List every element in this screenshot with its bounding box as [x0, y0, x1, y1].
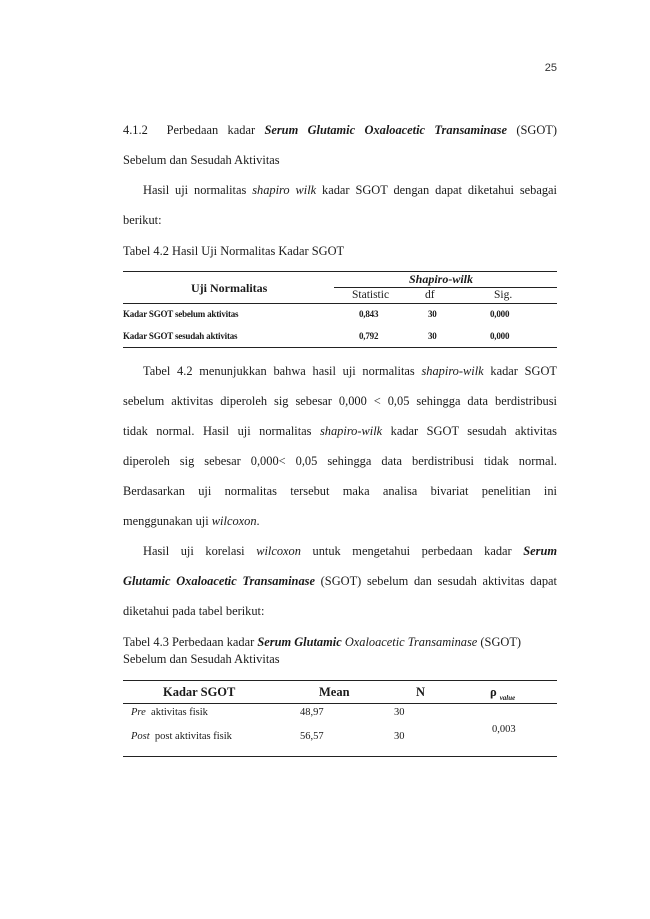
- table2-row1-n: 30: [394, 707, 405, 718]
- section-title-italic: Serum Glutamic Oxaloacetic Transaminase: [264, 123, 507, 137]
- paragraph-2-line4: diperoleh sig sebesar 0,000< 0,05 sehingga data berdistribusi tidak normal.: [123, 454, 557, 468]
- table2-header-kadar: Kadar SGOT: [163, 685, 236, 699]
- table1-row1-label: Kadar SGOT sebelum aktivitas: [123, 309, 239, 319]
- p1-text-pre: Hasil uji normalitas: [143, 183, 247, 197]
- p2-l3-italic: shapiro-wilk: [319, 424, 383, 438]
- table2-header-rule: [123, 703, 557, 704]
- section-title-suffix: (SGOT): [516, 123, 557, 137]
- table1-sub-df: df: [425, 289, 435, 301]
- p3-l2-post: (SGOT) sebelum dan sesudah aktivitas dapat: [320, 574, 557, 588]
- t2-caption-italic-bold: Serum Glutamic: [257, 635, 342, 649]
- p1-text-post: kadar SGOT dengan dapat diketahui sebagai: [322, 183, 557, 197]
- paragraph-2-line5: Berdasarkan uji normalitas tersebut maka analisa bivariat penelitian ini: [123, 484, 557, 498]
- table1-group-rule: [334, 287, 557, 288]
- table2-header-mean: Mean: [319, 685, 350, 699]
- table1-row2-statistic: 0,792: [359, 331, 379, 341]
- table1-row1-sig: 0,000: [490, 309, 510, 319]
- p3-l1-italic2: Serum: [523, 544, 557, 558]
- table1-row2-sig: 0,000: [490, 331, 510, 341]
- paragraph-1: [123, 182, 557, 199]
- section-number: 4.1.2: [123, 123, 148, 137]
- table2-row2-mean: 56,57: [300, 731, 324, 742]
- table2-p-value: 0,003: [492, 724, 516, 735]
- paragraph-2-line2: sebelum aktivitas diperoleh sig sebesar 0,000 < 0,05 sehingga data berdistribusi: [123, 394, 557, 408]
- table2-row1-italic: Pre: [131, 707, 146, 718]
- t2-caption-pre: Tabel 4.3 Perbedaan kadar: [123, 635, 255, 649]
- table2-bottom-rule: [123, 756, 557, 757]
- paragraph-3-line2: [123, 573, 557, 590]
- t2-caption-post: (SGOT): [480, 635, 522, 649]
- section-title-prefix: Perbedaan kadar: [166, 123, 256, 137]
- p2-l6-pre: menggunakan uji: [123, 514, 209, 528]
- table2-header-n: N: [416, 685, 426, 699]
- table1-top-rule: [123, 271, 557, 272]
- table2-header-rho: ρ: [490, 685, 497, 699]
- paragraph-1-line2: berikut:: [123, 213, 162, 227]
- p2-l6-italic: wilcoxon: [211, 514, 257, 528]
- table1-group-header: Shapiro-wilk: [409, 272, 474, 286]
- paragraph-2-line6: [123, 513, 557, 530]
- p3-l1-mid: untuk mengetahui perbedaan kadar: [312, 544, 512, 558]
- table1-row2-df: 30: [428, 331, 437, 341]
- section-heading-line2: Sebelum dan Sesudah Aktivitas: [123, 153, 280, 167]
- t2-caption-italic: Oxaloacetic Transaminase: [344, 635, 478, 649]
- table2-row1-label: [131, 707, 208, 718]
- table2-row2-text: post aktivitas fisik: [154, 731, 232, 742]
- table1-header-rule: [123, 303, 557, 304]
- p2-l1-post: kadar SGOT: [490, 364, 557, 378]
- p2-l3-post: kadar SGOT sesudah aktivitas: [390, 424, 557, 438]
- table2-header-p: [490, 685, 515, 702]
- table2-row1-text: aktivitas fisik: [151, 707, 208, 718]
- paragraph-2-line3: [123, 423, 557, 440]
- paragraph-2-line1: [123, 363, 557, 380]
- table2-row2-n: 30: [394, 731, 405, 742]
- paragraph-3-line3: diketahui pada tabel berikut:: [123, 604, 265, 618]
- section-heading: [123, 122, 557, 139]
- table1-bottom-rule: [123, 347, 557, 348]
- page-number: 25: [544, 62, 557, 74]
- table1-row2-label: Kadar SGOT sesudah aktivitas: [123, 331, 238, 341]
- table1-caption: Tabel 4.2 Hasil Uji Normalitas Kadar SGOT: [123, 244, 345, 258]
- p2-l1-pre: Tabel 4.2 menunjukkan bahwa hasil uji normalitas: [143, 364, 415, 378]
- p3-l1-italic: wilcoxon: [256, 544, 301, 558]
- table1-sub-statistic: Statistic: [352, 289, 390, 301]
- table2-top-rule: [123, 680, 557, 681]
- table2-row2-label: [131, 731, 232, 742]
- table2-header-value: value: [499, 693, 516, 702]
- table2-row1-mean: 48,97: [300, 707, 324, 718]
- table2-caption-line2: Sebelum dan Sesudah Aktivitas: [123, 652, 280, 666]
- table1-col-main: Uji Normalitas: [191, 281, 268, 295]
- paragraph-3-line1: [123, 543, 557, 560]
- table1-sub-sig: Sig.: [494, 289, 513, 301]
- p3-l1-pre: Hasil uji korelasi: [143, 544, 245, 558]
- p2-l1-italic: shapiro-wilk: [421, 364, 484, 378]
- table2-row2-italic: Post: [131, 731, 150, 742]
- table2-caption: [123, 634, 557, 651]
- table1-row1-df: 30: [428, 309, 437, 319]
- p3-l2-italic: Glutamic Oxaloacetic Transaminase: [123, 574, 315, 588]
- p2-l6-post: .: [256, 514, 260, 528]
- table1-row1-statistic: 0,843: [359, 309, 379, 319]
- p1-italic: shapiro wilk: [252, 183, 317, 197]
- p2-l3-pre: tidak normal. Hasil uji normalitas: [123, 424, 312, 438]
